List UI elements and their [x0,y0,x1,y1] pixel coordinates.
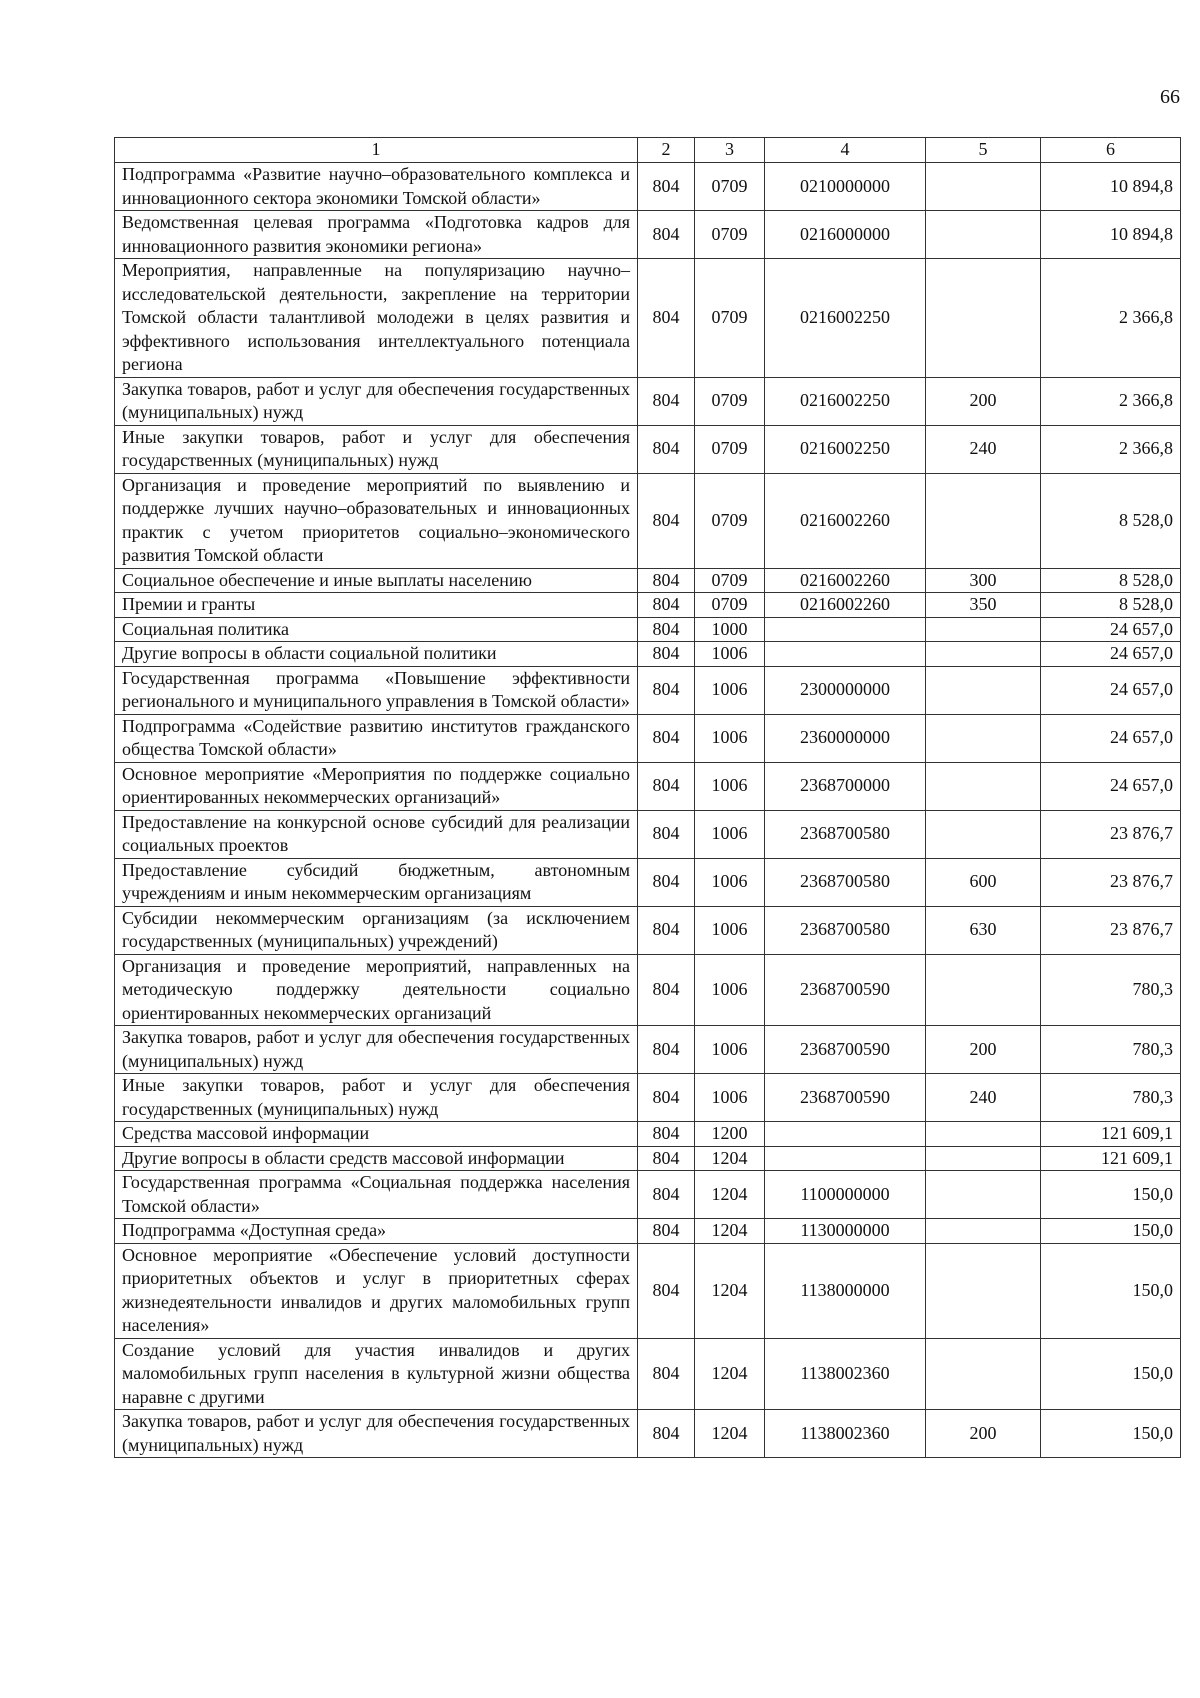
row-ministry-code: 804 [638,473,695,568]
row-section-code: 0709 [695,425,765,473]
table-row [115,1146,1181,1171]
row-target-article [765,642,926,667]
row-amount: 24 657,0 [1041,617,1181,642]
row-description: Другие вопросы в области средств массовой информации [115,1146,638,1171]
row-section-code: 1204 [695,1146,765,1171]
row-ministry-code: 804 [638,1026,695,1074]
row-expense-type [926,259,1041,378]
table-row [115,714,1181,762]
row-ministry-code: 804 [638,211,695,259]
row-expense-type [926,473,1041,568]
row-target-article: 0210000000 [765,163,926,211]
row-expense-type: 200 [926,1410,1041,1458]
row-description: Мероприятия, направленные на популяризацию научно–исследовательской деятельности, закрепление на территории Томской области талантливой молодежи в целях развития и эффективного использования интеллектуального потенциала региона [115,259,638,378]
row-target-article: 0216002260 [765,593,926,618]
row-section-code: 1204 [695,1338,765,1410]
row-target-article: 2368700580 [765,858,926,906]
row-expense-type [926,1243,1041,1338]
row-ministry-code: 804 [638,714,695,762]
row-amount: 10 894,8 [1041,211,1181,259]
row-section-code: 1006 [695,954,765,1026]
row-target-article: 2368700590 [765,954,926,1026]
row-amount: 150,0 [1041,1219,1181,1244]
table-row [115,906,1181,954]
row-amount: 24 657,0 [1041,714,1181,762]
row-target-article: 1138002360 [765,1338,926,1410]
table-row [115,954,1181,1026]
row-target-article: 1130000000 [765,1219,926,1244]
table-row [115,810,1181,858]
row-ministry-code: 804 [638,1243,695,1338]
row-description: Ведомственная целевая программа «Подготовка кадров для инновационного развития экономики региона» [115,211,638,259]
row-ministry-code: 804 [638,1146,695,1171]
row-ministry-code: 804 [638,1074,695,1122]
row-section-code: 0709 [695,211,765,259]
row-expense-type [926,1122,1041,1147]
row-ministry-code: 804 [638,1410,695,1458]
row-section-code: 1204 [695,1171,765,1219]
row-amount: 150,0 [1041,1410,1181,1458]
table-row [115,762,1181,810]
row-amount: 23 876,7 [1041,810,1181,858]
row-amount: 780,3 [1041,1074,1181,1122]
table-row [115,1074,1181,1122]
row-ministry-code: 804 [638,1219,695,1244]
row-target-article: 0216002250 [765,425,926,473]
row-expense-type [926,211,1041,259]
row-expense-type: 350 [926,593,1041,618]
table-row [115,1171,1181,1219]
row-description: Предоставление субсидий бюджетным, автономным учреждениям и иным некоммерческим организациям [115,858,638,906]
table-row [115,473,1181,568]
row-amount: 24 657,0 [1041,762,1181,810]
table-header-row [115,138,1181,163]
row-amount: 10 894,8 [1041,163,1181,211]
row-section-code: 0709 [695,259,765,378]
row-target-article: 2368700000 [765,762,926,810]
row-ministry-code: 804 [638,259,695,378]
row-section-code: 1006 [695,666,765,714]
row-target-article: 2368700580 [765,906,926,954]
row-section-code: 1006 [695,1074,765,1122]
table-row [115,642,1181,667]
row-amount: 2 366,8 [1041,259,1181,378]
header-col-1: 1 [115,138,638,163]
page-number: 66 [1160,86,1180,108]
row-ministry-code: 804 [638,906,695,954]
row-description: Иные закупки товаров, работ и услуг для обеспечения государственных (муниципальных) нужд [115,425,638,473]
row-ministry-code: 804 [638,377,695,425]
row-amount: 150,0 [1041,1338,1181,1410]
row-description: Подпрограмма «Доступная среда» [115,1219,638,1244]
row-amount: 2 366,8 [1041,425,1181,473]
table-row [115,1026,1181,1074]
row-description: Подпрограмма «Содействие развитию институтов гражданского общества Томской области» [115,714,638,762]
row-amount: 8 528,0 [1041,568,1181,593]
row-section-code: 1000 [695,617,765,642]
row-expense-type [926,954,1041,1026]
row-ministry-code: 804 [638,666,695,714]
row-description: Основное мероприятие «Обеспечение условий доступности приоритетных объектов и услуг в приоритетных сферах жизнедеятельности инвалидов и других маломобильных групп населения» [115,1243,638,1338]
row-section-code: 0709 [695,568,765,593]
row-expense-type: 240 [926,1074,1041,1122]
row-target-article: 0216002250 [765,377,926,425]
row-section-code: 1204 [695,1219,765,1244]
header-col-5: 5 [926,138,1041,163]
row-ministry-code: 804 [638,1122,695,1147]
row-description: Организация и проведение мероприятий, направленных на методическую поддержку деятельности социально ориентированных некоммерческих организаций [115,954,638,1026]
row-section-code: 1200 [695,1122,765,1147]
row-description: Создание условий для участия инвалидов и других маломобильных групп населения в культурной жизни общества наравне с другими [115,1338,638,1410]
row-section-code: 1006 [695,1026,765,1074]
row-description: Государственная программа «Повышение эффективности регионального и муниципального управления в Томской области» [115,666,638,714]
row-description: Социальная политика [115,617,638,642]
row-amount: 24 657,0 [1041,666,1181,714]
row-description: Субсидии некоммерческим организациям (за исключением государственных (муниципальных) учреждений) [115,906,638,954]
row-target-article: 2368700590 [765,1026,926,1074]
row-section-code: 1006 [695,810,765,858]
row-description: Социальное обеспечение и иные выплаты населению [115,568,638,593]
table-row [115,858,1181,906]
row-expense-type: 600 [926,858,1041,906]
row-target-article: 0216002260 [765,473,926,568]
row-target-article: 0216000000 [765,211,926,259]
row-section-code: 0709 [695,593,765,618]
table-row [115,1410,1181,1458]
row-expense-type [926,642,1041,667]
row-expense-type [926,1338,1041,1410]
row-expense-type [926,714,1041,762]
row-expense-type: 300 [926,568,1041,593]
table-row [115,163,1181,211]
table-row [115,1243,1181,1338]
table-row [115,617,1181,642]
row-ministry-code: 804 [638,810,695,858]
header-col-3: 3 [695,138,765,163]
row-ministry-code: 804 [638,762,695,810]
table-row [115,666,1181,714]
row-amount: 24 657,0 [1041,642,1181,667]
table-row [115,211,1181,259]
row-expense-type: 630 [926,906,1041,954]
row-section-code: 0709 [695,473,765,568]
row-description: Закупка товаров, работ и услуг для обеспечения государственных (муниципальных) нужд [115,1410,638,1458]
row-target-article: 1100000000 [765,1171,926,1219]
row-expense-type: 200 [926,377,1041,425]
row-description: Основное мероприятие «Мероприятия по поддержке социально ориентированных некоммерческих организаций» [115,762,638,810]
row-target-article: 1138000000 [765,1243,926,1338]
row-description: Средства массовой информации [115,1122,638,1147]
row-target-article: 2360000000 [765,714,926,762]
row-ministry-code: 804 [638,593,695,618]
row-description: Закупка товаров, работ и услуг для обеспечения государственных (муниципальных) нужд [115,1026,638,1074]
row-amount: 150,0 [1041,1243,1181,1338]
row-section-code: 0709 [695,163,765,211]
row-section-code: 1204 [695,1243,765,1338]
row-amount: 8 528,0 [1041,473,1181,568]
table-row [115,377,1181,425]
row-section-code: 1006 [695,762,765,810]
row-amount: 8 528,0 [1041,593,1181,618]
row-amount: 780,3 [1041,1026,1181,1074]
row-ministry-code: 804 [638,858,695,906]
row-description: Премии и гранты [115,593,638,618]
row-target-article: 2300000000 [765,666,926,714]
row-expense-type [926,617,1041,642]
row-target-article [765,1146,926,1171]
row-description: Подпрограмма «Развитие научно–образовательного комплекса и инновационного сектора экономики Томской области» [115,163,638,211]
table-row [115,1338,1181,1410]
header-col-2: 2 [638,138,695,163]
table-row [115,1122,1181,1147]
row-expense-type [926,163,1041,211]
row-target-article: 0216002260 [765,568,926,593]
row-expense-type [926,1219,1041,1244]
row-amount: 121 609,1 [1041,1146,1181,1171]
row-section-code: 0709 [695,377,765,425]
row-amount: 2 366,8 [1041,377,1181,425]
row-expense-type: 200 [926,1026,1041,1074]
row-expense-type [926,762,1041,810]
row-expense-type [926,1146,1041,1171]
row-description: Другие вопросы в области социальной политики [115,642,638,667]
row-ministry-code: 804 [638,425,695,473]
row-section-code: 1006 [695,858,765,906]
row-description: Закупка товаров, работ и услуг для обеспечения государственных (муниципальных) нужд [115,377,638,425]
row-amount: 23 876,7 [1041,906,1181,954]
row-ministry-code: 804 [638,954,695,1026]
row-ministry-code: 804 [638,1338,695,1410]
row-expense-type [926,666,1041,714]
row-section-code: 1204 [695,1410,765,1458]
row-amount: 780,3 [1041,954,1181,1026]
row-description: Предоставление на конкурсной основе субсидий для реализации социальных проектов [115,810,638,858]
row-target-article: 0216002250 [765,259,926,378]
row-target-article [765,1122,926,1147]
row-expense-type: 240 [926,425,1041,473]
row-section-code: 1006 [695,906,765,954]
row-target-article: 2368700590 [765,1074,926,1122]
row-expense-type [926,1171,1041,1219]
row-target-article: 1138002360 [765,1410,926,1458]
table-row [115,259,1181,378]
row-expense-type [926,810,1041,858]
row-target-article: 2368700580 [765,810,926,858]
row-amount: 23 876,7 [1041,858,1181,906]
row-description: Иные закупки товаров, работ и услуг для обеспечения государственных (муниципальных) нужд [115,1074,638,1122]
row-ministry-code: 804 [638,163,695,211]
row-ministry-code: 804 [638,642,695,667]
budget-table [114,137,1181,1458]
table-row [115,593,1181,618]
header-col-4: 4 [765,138,926,163]
row-amount: 150,0 [1041,1171,1181,1219]
row-ministry-code: 804 [638,617,695,642]
row-ministry-code: 804 [638,568,695,593]
row-description: Государственная программа «Социальная поддержка населения Томской области» [115,1171,638,1219]
table-row [115,425,1181,473]
row-section-code: 1006 [695,642,765,667]
header-col-6: 6 [1041,138,1181,163]
row-target-article [765,617,926,642]
table-row [115,1219,1181,1244]
row-amount: 121 609,1 [1041,1122,1181,1147]
row-ministry-code: 804 [638,1171,695,1219]
row-description: Организация и проведение мероприятий по выявлению и поддержке лучших научно–образовательных и инновационных практик с учетом приоритетов социально–экономического развития Томской области [115,473,638,568]
table-row [115,568,1181,593]
row-section-code: 1006 [695,714,765,762]
